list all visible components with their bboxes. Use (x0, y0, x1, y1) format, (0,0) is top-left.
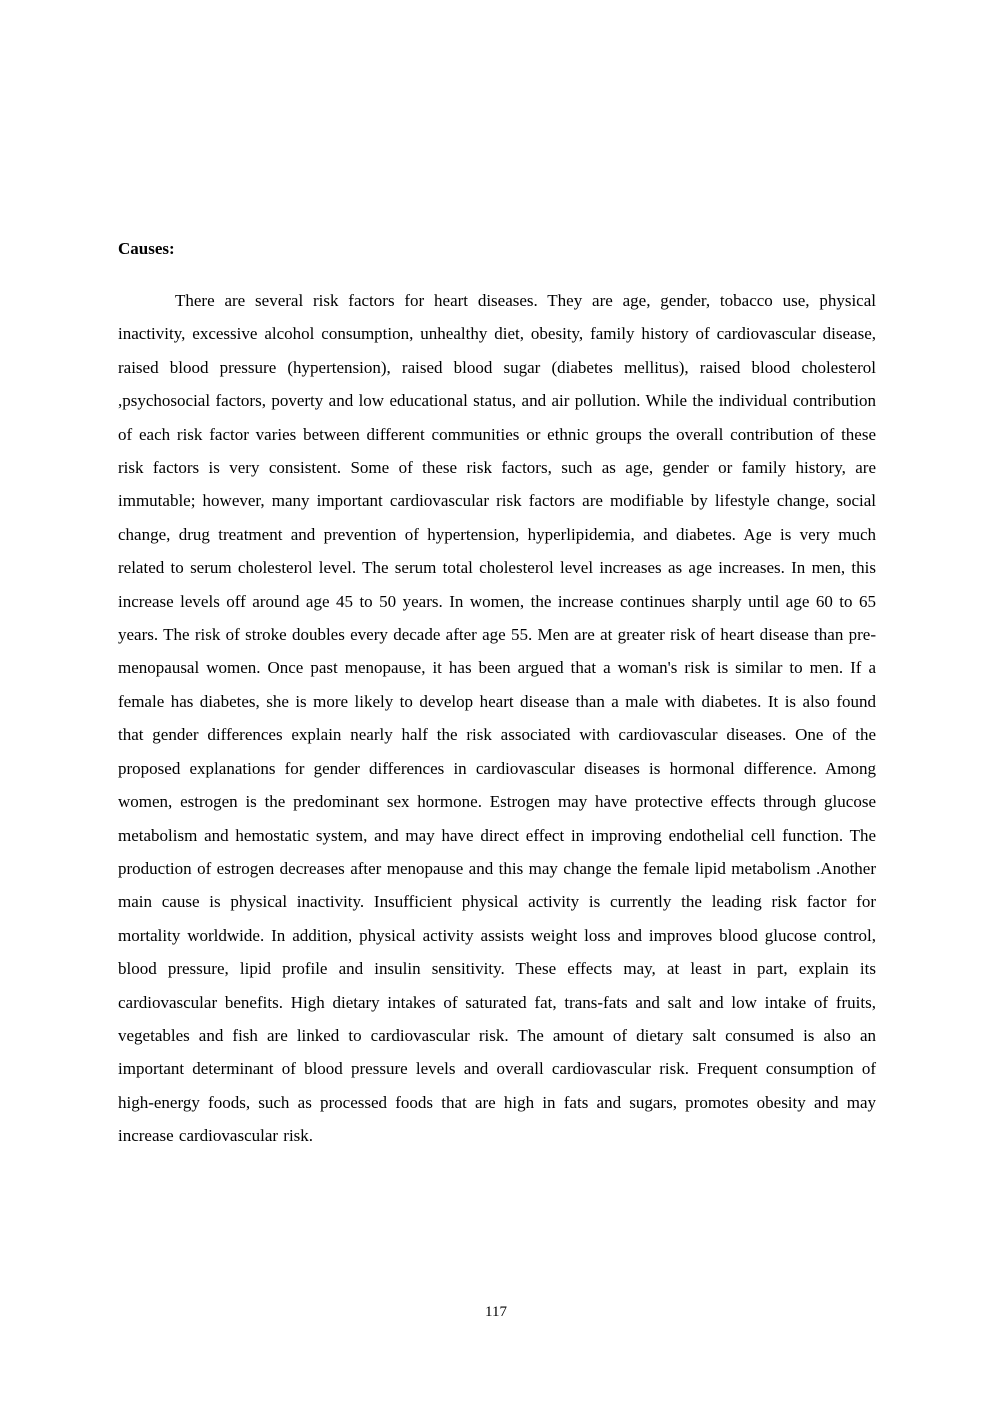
section-heading: Causes: (118, 239, 175, 258)
page-number: 117 (485, 1304, 507, 1320)
page-content (118, 238, 876, 1153)
body-paragraph: There are several risk factors for heart diseases. They are age, gender, tobacco use, physical inactivity, excessive alcohol consumption, unhealthy diet, obesity, family history of cardiovascular disease, raised blood pressure (hypertension), raised blood sugar (diabetes mellitus), raised blood cholesterol ,psychosocial factors, poverty and low educational status, and air pollution. While the individual contribution of each risk factor varies between different communities or ethnic groups the overall contribution of these risk factors is very consistent. Some of these risk factors, such as age, gender or family history, are immutable; however, many important cardiovascular risk factors are modifiable by lifestyle change, social change, drug treatment and prevention of hypertension, hyperlipidemia, and diabetes. Age is very much related to serum cholesterol level. The serum total cholesterol level increases as age increases. In men, this increase levels off around age 45 to 50 years. In women, the increase continues sharply until age 60 to 65 years. The risk of stroke doubles every decade after age 55. Men are at greater risk of heart disease than pre-menopausal women. Once past menopause, it has been argued that a woman's risk is similar to men. If a female has diabetes, she is more likely to develop heart disease than a male with diabetes. It is also found that gender differences explain nearly half the risk associated with cardiovascular diseases. One of the proposed explanations for gender differences in cardiovascular diseases is hormonal difference. Among women, estrogen is the predominant sex hormone. Estrogen may have protective effects through glucose metabolism and hemostatic system, and may have direct effect in improving endothelial cell function. The production of estrogen decreases after menopause and this may change the female lipid metabolism .Another main cause is physical inactivity. Insufficient physical activity is currently the leading risk factor for mortality worldwide. In addition, physical activity assists weight loss and improves blood glucose control, blood pressure, lipid profile and insulin sensitivity. These effects may, at least in part, explain its cardiovascular benefits. High dietary intakes of saturated fat, trans-fats and salt and low intake of fruits, vegetables and fish are linked to cardiovascular risk. The amount of dietary salt consumed is also an important determinant of blood pressure levels and overall cardiovascular risk. Frequent consumption of high-energy foods, such as processed foods that are high in fats and sugars, promotes obesity and may increase cardiovascular risk. (118, 291, 876, 1146)
